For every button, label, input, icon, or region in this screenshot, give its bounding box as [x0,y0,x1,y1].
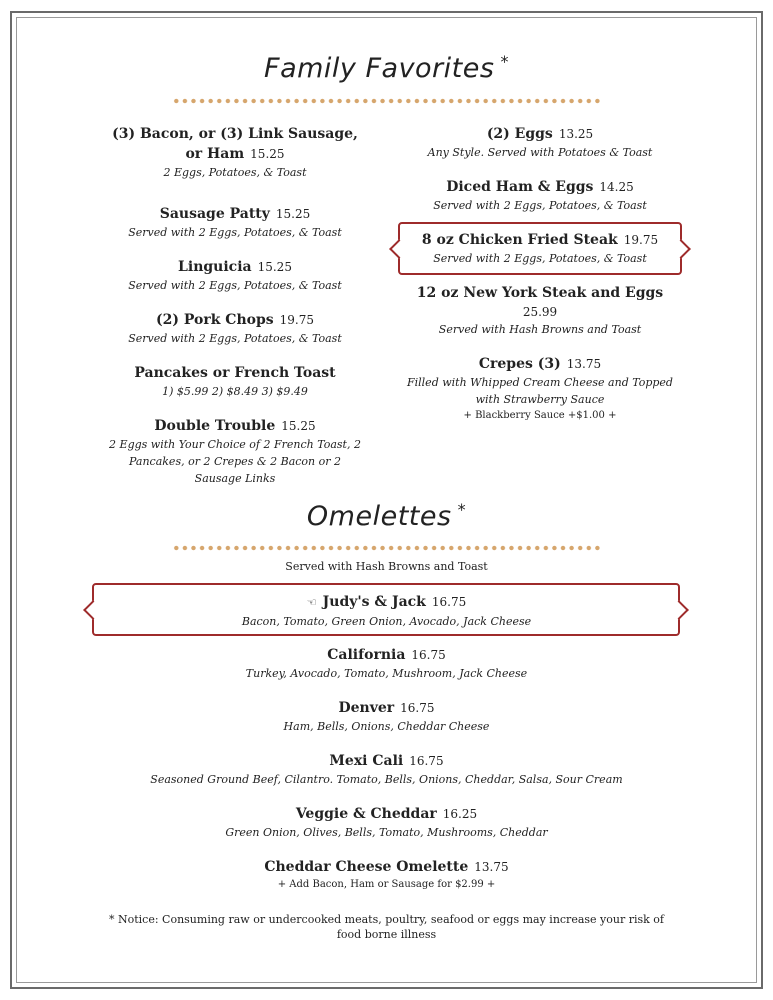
omelettes-list [110,592,663,893]
item-description: Turkey, Avocado, Tomato, Mushroom, Jack Cheese [245,667,528,680]
item-price: 16.75 [411,648,446,662]
item-name: Veggie & Cheddar [295,806,437,822]
item-name: Sausage Patty [159,206,270,222]
omelettes-title-asterisk: * [457,500,467,519]
item-price: 19.75 [279,313,314,327]
dotted-divider [172,98,602,104]
item-description: 1) $5.99 2) $8.49 3) $9.49 [162,385,308,398]
menu-item [110,698,663,751]
item-description: Green Onion, Olives, Bells, Tomato, Mushrooms, Cheddar [225,826,548,839]
item-price: 15.25 [257,260,292,274]
menu-item [105,363,365,416]
item-price: 13.25 [558,127,594,141]
menu-item [400,177,680,230]
menu-item [105,310,365,363]
omelettes-title-text: Omelettes [306,501,452,532]
item-price: 19.75 [623,233,659,247]
item-name: (3) Bacon, or (3) Link Sausage, or Ham [112,126,358,162]
item-description: Served with 2 Eggs, Potatoes, & Toast [433,252,647,265]
family-title-text: Family Favorites [264,53,495,84]
item-name: 8 oz Chicken Fried Steak [421,232,618,248]
item-name: Denver [338,700,395,716]
menu-item [400,283,680,354]
item-name: Mexi Cali [329,753,404,769]
omelettes-served-note: Served with Hash Browns and Toast [285,560,488,573]
family-title-asterisk: * [500,52,509,71]
item-name: Cheddar Cheese Omelette [264,859,469,875]
item-description: Served with 2 Eggs, Potatoes, & Toast [433,199,647,212]
item-price: 16.75 [400,701,435,715]
menu-item [110,857,663,893]
featured-menu-item [400,230,680,283]
menu-item [400,354,680,424]
item-name: (2) Eggs [486,126,553,142]
item-description: Ham, Bells, Onions, Cheddar Cheese [283,720,490,733]
family-right-column [400,124,680,424]
family-favorites-title [0,52,773,84]
menu-item [400,124,680,177]
item-price: 14.25 [599,180,634,194]
item-name: Judy's & Jack [322,594,426,610]
item-name: (2) Pork Chops [156,312,274,328]
menu-item [110,645,663,698]
item-name: Linguicia [178,259,252,275]
item-name: Crepes (3) [478,356,561,372]
item-name: 12 oz New York Steak and Eggs [416,285,664,301]
item-price: 16.25 [442,807,478,821]
menu-item [105,416,365,487]
menu-item [110,751,663,804]
dotted-divider [172,545,602,551]
item-description: Served with Hash Browns and Toast [438,323,642,336]
menu-item [105,204,365,257]
featured-menu-item [110,592,663,645]
omelettes-title [0,500,773,532]
item-name: California [327,647,406,663]
food-safety-notice: * Notice: Consuming raw or undercooked meats, poultry, seafood or eggs may increase your risk of food borne illness [108,913,664,941]
item-note: + Add Bacon, Ham or Sausage for $2.99 + [277,879,496,890]
item-name: Pancakes or French Toast [134,365,336,381]
item-description: 2 Eggs with Your Choice of 2 French Toast, 2 Pancakes, or 2 Crepes & 2 Bacon or 2 Sausage Links [109,438,361,485]
item-description: Served with 2 Eggs, Potatoes, & Toast [128,279,342,292]
item-name: Diced Ham & Eggs [446,179,594,195]
item-price: 13.75 [474,860,509,874]
item-price: 16.75 [409,754,444,768]
item-note: + Blackberry Sauce +$1.00 + [463,410,617,421]
item-price: 15.25 [250,147,285,161]
menu-item [105,124,365,177]
item-description: Bacon, Tomato, Green Onion, Avocado, Jack Cheese [241,615,532,628]
menu-item [110,804,663,857]
menu-item [105,257,365,310]
item-description: Any Style. Served with Potatoes & Toast [427,146,653,159]
item-description: Seasoned Ground Beef, Cilantro. Tomato, Bells, Onions, Cheddar, Salsa, Sour Cream [150,773,623,786]
item-description: 2 Eggs, Potatoes, & Toast [163,166,307,179]
item-price: 16.75 [431,595,467,609]
item-description: Served with 2 Eggs, Potatoes, & Toast [128,226,342,239]
hand-pointing-icon: ☜ [306,596,317,609]
item-price: 25.99 [522,305,558,319]
item-description: Filled with Whipped Cream Cheese and Topped with Strawberry Sauce [407,376,673,406]
family-left-column [105,124,365,487]
item-price: 15.25 [281,419,316,433]
item-name: Double Trouble [154,418,276,434]
item-price: 13.75 [566,357,602,371]
item-description: Served with 2 Eggs, Potatoes, & Toast [128,332,342,345]
item-price: 15.25 [275,207,311,221]
